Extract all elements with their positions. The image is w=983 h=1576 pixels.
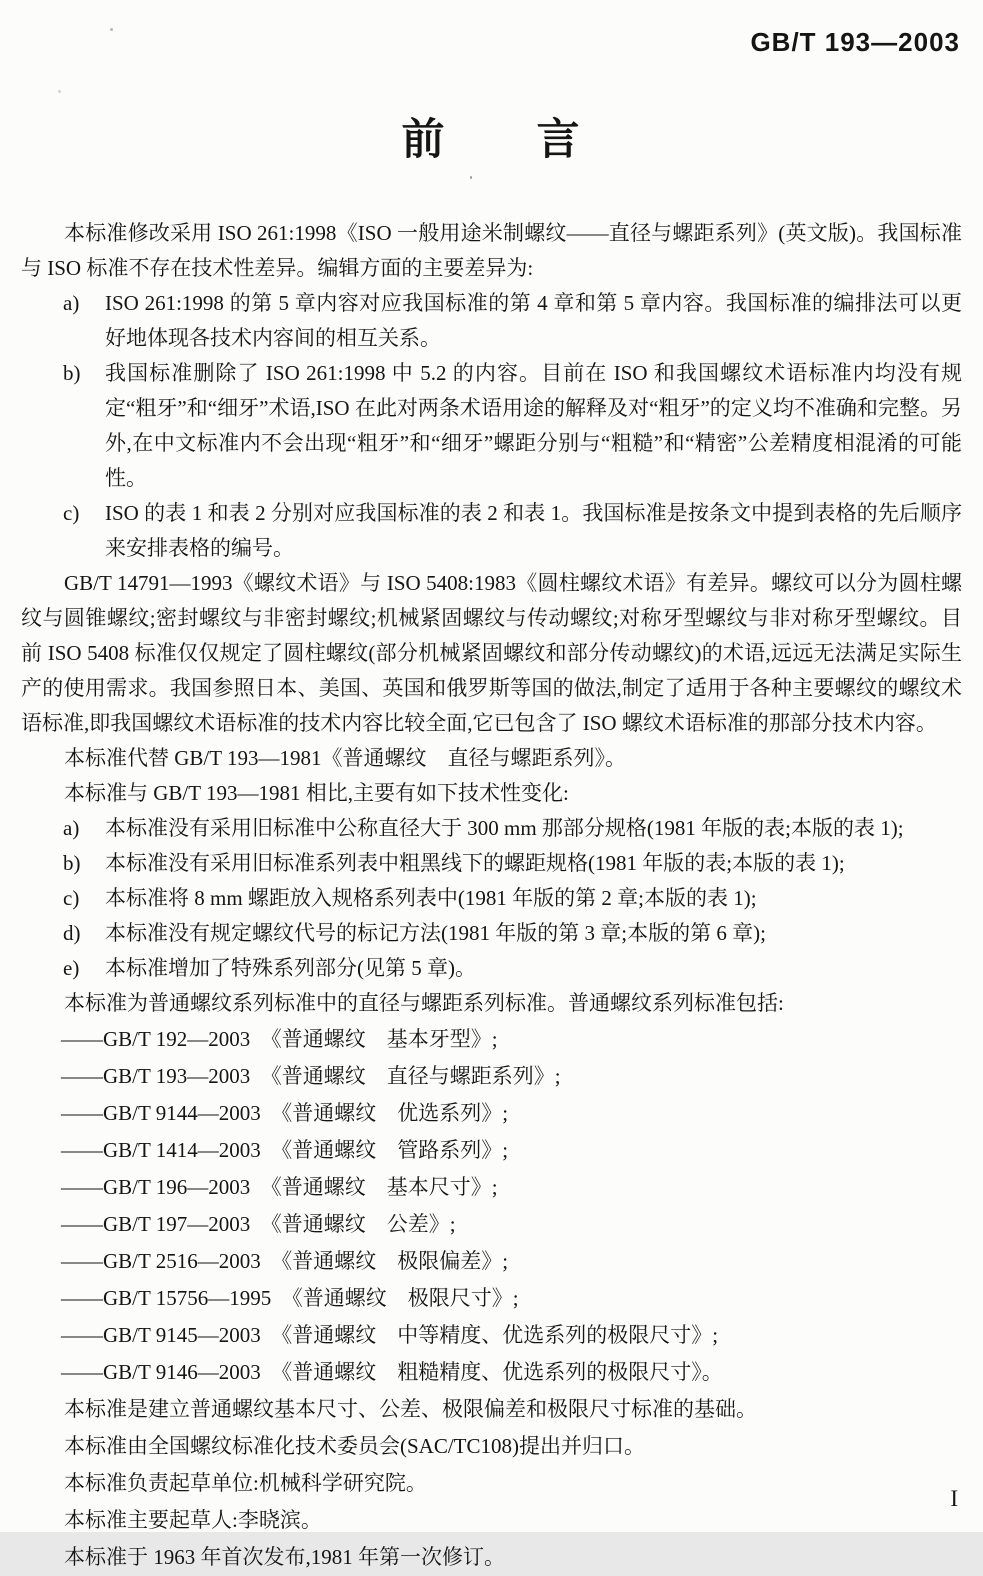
- list-item: [21, 916, 962, 951]
- series-intro-paragraph: 本标准为普通螺纹系列标准中的直径与螺距系列标准。普通螺纹系列标准包括:: [64, 991, 784, 1015]
- closing-paragraphs: [21, 1391, 962, 1576]
- series-standard-item: ——GB/T 2516—2003 《普通螺纹 极限偏差》;: [61, 1249, 509, 1273]
- replaces-paragraph: 本标准代替 GB/T 193—1981《普通螺纹 直径与螺距系列》。: [64, 746, 626, 770]
- list-item-text: 本标准没有规定螺纹代号的标记方法(1981 年版的第 3 章;本版的第 6 章);: [105, 921, 766, 945]
- series-standard-item: ——GB/T 1414—2003 《普通螺纹 管路系列》;: [61, 1138, 509, 1162]
- list-item-label: c): [63, 886, 80, 910]
- intro-paragraph: 本标准修改采用 ISO 261:1998《ISO 一般用途米制螺纹——直径与螺距系列》(英文版)。我国标准与 ISO 标准不存在技术性差异。编辑方面的主要差异为:: [21, 221, 962, 280]
- list-item-label: b): [63, 851, 81, 875]
- closing-paragraph: 本标准于 1963 年首次发布,1981 年第一次修订。: [64, 1545, 505, 1569]
- foreword-body: [21, 216, 962, 1576]
- series-standard-item: ——GB/T 9145—2003 《普通螺纹 中等精度、优选系列的极限尺寸》;: [61, 1323, 719, 1347]
- scan-speck: [58, 90, 61, 93]
- changes-intro-paragraph: 本标准与 GB/T 193—1981 相比,主要有如下技术性变化:: [64, 781, 569, 805]
- list-item-label: e): [63, 956, 80, 980]
- list-item: [21, 356, 962, 496]
- series-standard-item: ——GB/T 9146—2003 《普通螺纹 粗糙精度、优选系列的极限尺寸》。: [61, 1360, 723, 1384]
- closing-paragraph: 本标准主要起草人:李晓滨。: [64, 1508, 322, 1532]
- list-item-text: 本标准增加了特殊系列部分(见第 5 章)。: [105, 956, 476, 980]
- series-standards-list: [21, 1021, 962, 1391]
- editorial-differences-list: [21, 286, 962, 566]
- list-item-text: ISO 的表 1 和表 2 分别对应我国标准的表 2 和表 1。我国标准是按条文中提到表格的先后顺序来安排表格的编号。: [105, 501, 962, 560]
- closing-paragraph: 本标准是建立普通螺纹基本尺寸、公差、极限偏差和极限尺寸标准的基础。: [64, 1397, 757, 1421]
- list-item: [21, 881, 962, 916]
- terminology-paragraph: GB/T 14791—1993《螺纹术语》与 ISO 5408:1983《圆柱螺纹术语》有差异。螺纹可以分为圆柱螺纹与圆锥螺纹;密封螺纹与非密封螺纹;机械紧固螺纹与传动螺纹;对称牙型螺纹与非对称牙型螺纹。目前 ISO 5408 标准仅仅规定了圆柱螺纹(部分机械紧固螺纹和部分传动螺纹)的术语,远远无法满足实际生产的使用需求。我国参照日本、美国、英国和俄罗斯等国的做法,制定了适用于各种主要螺纹的螺纹术语标准,即我国螺纹术语标准的技术内容比较全面,它已包含了 ISO 螺纹术语标准的那部分技术内容。: [21, 571, 962, 735]
- standard-code-header: GB/T 193—2003: [750, 27, 960, 57]
- list-item-label: b): [63, 361, 81, 385]
- list-item-label: a): [63, 291, 80, 315]
- list-item: [21, 951, 962, 986]
- series-standard-item: ——GB/T 196—2003 《普通螺纹 基本尺寸》;: [61, 1175, 498, 1199]
- technical-changes-list: [21, 811, 962, 986]
- list-item: [21, 846, 962, 881]
- list-item: [21, 286, 962, 356]
- series-standard-item: ——GB/T 192—2003 《普通螺纹 基本牙型》;: [61, 1027, 498, 1051]
- closing-paragraph: 本标准负责起草单位:机械科学研究院。: [64, 1471, 427, 1495]
- series-standard-item: ——GB/T 9144—2003 《普通螺纹 优选系列》;: [61, 1101, 509, 1125]
- list-item: [21, 811, 962, 846]
- list-item: [21, 496, 962, 566]
- list-item-text: 本标准没有采用旧标准系列表中粗黑线下的螺距规格(1981 年版的表;本版的表 1);: [105, 851, 845, 875]
- list-item-label: d): [63, 921, 81, 945]
- page-title: 前 言: [401, 117, 582, 164]
- list-item-text: 我国标准删除了 ISO 261:1998 中 5.2 的内容。目前在 ISO 和我国螺纹术语标准内均没有规定“粗牙”和“细牙”术语,ISO 在此对两条术语用途的解释及对“粗牙”的定义均不准确和完整。另外,在中文标准内不会出现“粗牙”和“细牙”螺距分别与“粗糙”和“精密”公差精度相混淆的可能性。: [105, 361, 962, 490]
- scan-speck: [470, 176, 472, 179]
- page-number: I: [950, 1486, 958, 1511]
- series-standard-item: ——GB/T 15756—1995 《普通螺纹 极限尺寸》;: [61, 1286, 519, 1310]
- scan-speck: [110, 28, 113, 31]
- list-item-label: c): [63, 501, 80, 525]
- series-standard-item: ——GB/T 193—2003 《普通螺纹 直径与螺距系列》;: [61, 1064, 561, 1088]
- series-standard-item: ——GB/T 197—2003 《普通螺纹 公差》;: [61, 1212, 456, 1236]
- list-item-label: a): [63, 816, 80, 840]
- list-item-text: 本标准将 8 mm 螺距放入规格系列表中(1981 年版的第 2 章;本版的表 1);: [105, 886, 757, 910]
- closing-paragraph: 本标准由全国螺纹标准化技术委员会(SAC/TC108)提出并归口。: [64, 1434, 646, 1458]
- list-item-text: ISO 261:1998 的第 5 章内容对应我国标准的第 4 章和第 5 章内容。我国标准的编排法可以更好地体现各技术内容间的相互关系。: [105, 291, 962, 350]
- list-item-text: 本标准没有采用旧标准中公称直径大于 300 mm 那部分规格(1981 年版的表;本版的表 1);: [105, 816, 904, 840]
